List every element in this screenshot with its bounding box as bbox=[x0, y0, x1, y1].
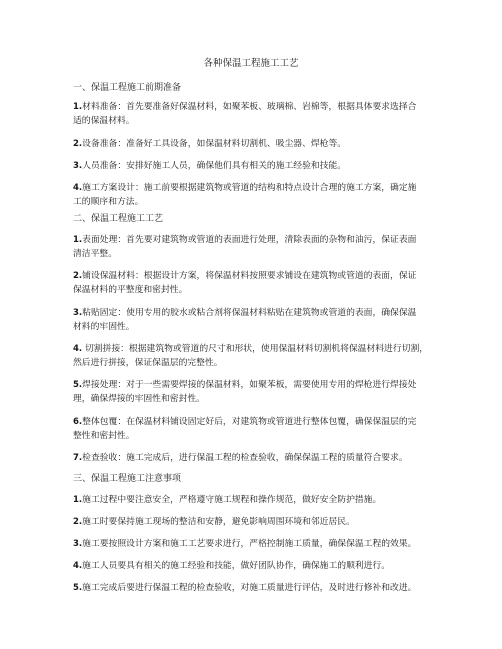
item-number: 5. bbox=[73, 380, 83, 390]
paragraph-line: 施工要按照设计方案和施工工艺要求进行，严格控制施工质量，确保保温工程的效果。 bbox=[82, 539, 417, 549]
item-number: 7. bbox=[73, 453, 83, 463]
paragraph-line: 工的顺序和方法。 bbox=[73, 197, 144, 207]
paragraph-1-4 bbox=[73, 181, 433, 209]
paragraph-2-7 bbox=[73, 451, 433, 465]
paragraph-line: 施工时要保持施工现场的整洁和安静，避免影响周围环境和邻近居民。 bbox=[82, 517, 355, 527]
paragraph-2-6 bbox=[73, 415, 433, 443]
paragraph-line: 表面处理：首先要对建筑物或管道的表面进行处理，清除表面的杂物和油污，保证表面 bbox=[82, 235, 417, 245]
paragraph-line: 整体包覆：在保温材料铺设固定好后，对建筑物或管道进行整体包覆，确保保温层的完 bbox=[82, 417, 417, 427]
paragraph-3-1 bbox=[73, 493, 433, 507]
document-title: 各种保温工程施工工艺 bbox=[203, 58, 299, 69]
item-number: 6. bbox=[73, 417, 83, 427]
paragraph-line: 施工方案设计：施工前要根据建筑物或管道的结构和特点设计合理的施工方案，确定施 bbox=[82, 183, 417, 193]
paragraph-line: 保温材料的平整度和密封性。 bbox=[73, 285, 188, 295]
item-number: 2. bbox=[73, 517, 83, 527]
paragraph-2-1 bbox=[73, 233, 433, 261]
paragraph-line: 人员准备：安排好施工人员，确保他们具有相关的施工经验和技能。 bbox=[82, 161, 347, 171]
item-number: 3. bbox=[73, 161, 83, 171]
paragraph-line: 材料的牢固性。 bbox=[73, 322, 135, 332]
paragraph-line: 施工过程中要注意安全，严格遵守施工规程和操作规范，做好安全防护措施。 bbox=[82, 495, 382, 505]
paragraph-2-4 bbox=[73, 342, 433, 370]
paragraph-line: 整性和密封性。 bbox=[73, 431, 135, 441]
paragraph-line: 适的保温材料。 bbox=[73, 116, 135, 126]
section-heading-1: 一、保温工程施工前期准备 bbox=[73, 83, 182, 93]
section-heading-2: 二、保温工程施工工艺 bbox=[73, 214, 164, 224]
item-number: 2. bbox=[73, 271, 83, 281]
paragraph-line: 施工完成后要进行保温工程的检查验收，对施工质量进行评估，及时进行修补和改进。 bbox=[82, 583, 417, 593]
item-number: 5. bbox=[73, 583, 83, 593]
item-number: 4. bbox=[73, 183, 83, 193]
paragraph-3-5 bbox=[73, 581, 433, 595]
paragraph-line: 粘贴固定：使用专用的胶水或粘合剂将保温材料粘贴在建筑物或管道的表面，确保保温 bbox=[82, 308, 417, 318]
paragraph-1-3 bbox=[73, 159, 433, 173]
paragraph-2-2 bbox=[73, 269, 433, 297]
paragraph-line: 清洁平整。 bbox=[73, 249, 117, 259]
paragraph-3-4 bbox=[73, 559, 433, 573]
paragraph-line: 理，确保焊接的牢固性和密封性。 bbox=[73, 394, 205, 404]
paragraph-1-2 bbox=[73, 137, 433, 151]
item-number: 1. bbox=[73, 235, 83, 245]
paragraph-line: 然后进行拼接，保证保温层的完整性。 bbox=[73, 358, 223, 368]
paragraph-line: 施工人员要具有相关的施工经验和技能，做好团队协作，确保施工的顺利进行。 bbox=[82, 561, 391, 571]
paragraph-3-3 bbox=[73, 537, 433, 551]
paragraph-line: 检查验收：施工完成后，进行保温工程的检查验收，确保保温工程的质量符合要求。 bbox=[82, 453, 408, 463]
item-number: 1. bbox=[73, 102, 83, 112]
paragraph-line: 材料准备：首先要准备好保温材料，如聚苯板、玻璃棉、岩棉等，根据具体要求选择合 bbox=[82, 102, 417, 112]
item-number: 4. bbox=[73, 561, 83, 571]
paragraph-line: 设备准备：准备好工具设备，如保温材料切割机、吸尘器、焊枪等。 bbox=[82, 139, 347, 149]
item-number: 4. bbox=[73, 344, 83, 354]
item-number: 2. bbox=[73, 139, 83, 149]
paragraph-2-3 bbox=[73, 306, 433, 334]
paragraph-line: 焊接处理：对于一些需要焊接的保温材料，如聚苯板，需要使用专用的焊枪进行焊接处 bbox=[82, 380, 417, 390]
section-heading-3: 三、保温工程施工注意事项 bbox=[73, 474, 182, 484]
paragraph-3-2 bbox=[73, 515, 433, 529]
paragraph-2-5 bbox=[73, 378, 433, 406]
item-number: 3. bbox=[73, 308, 83, 318]
paragraph-1-1 bbox=[73, 100, 433, 128]
item-number: 3. bbox=[73, 539, 83, 549]
paragraph-line: 切割拼接：根据建筑物或管道的尺寸和形状，使用保温材料切割机将保温材料进行切割， bbox=[82, 344, 429, 354]
item-number: 1. bbox=[73, 495, 83, 505]
paragraph-line: 铺设保温材料：根据设计方案，将保温材料按照要求铺设在建筑物或管道的表面，保证 bbox=[82, 271, 417, 281]
